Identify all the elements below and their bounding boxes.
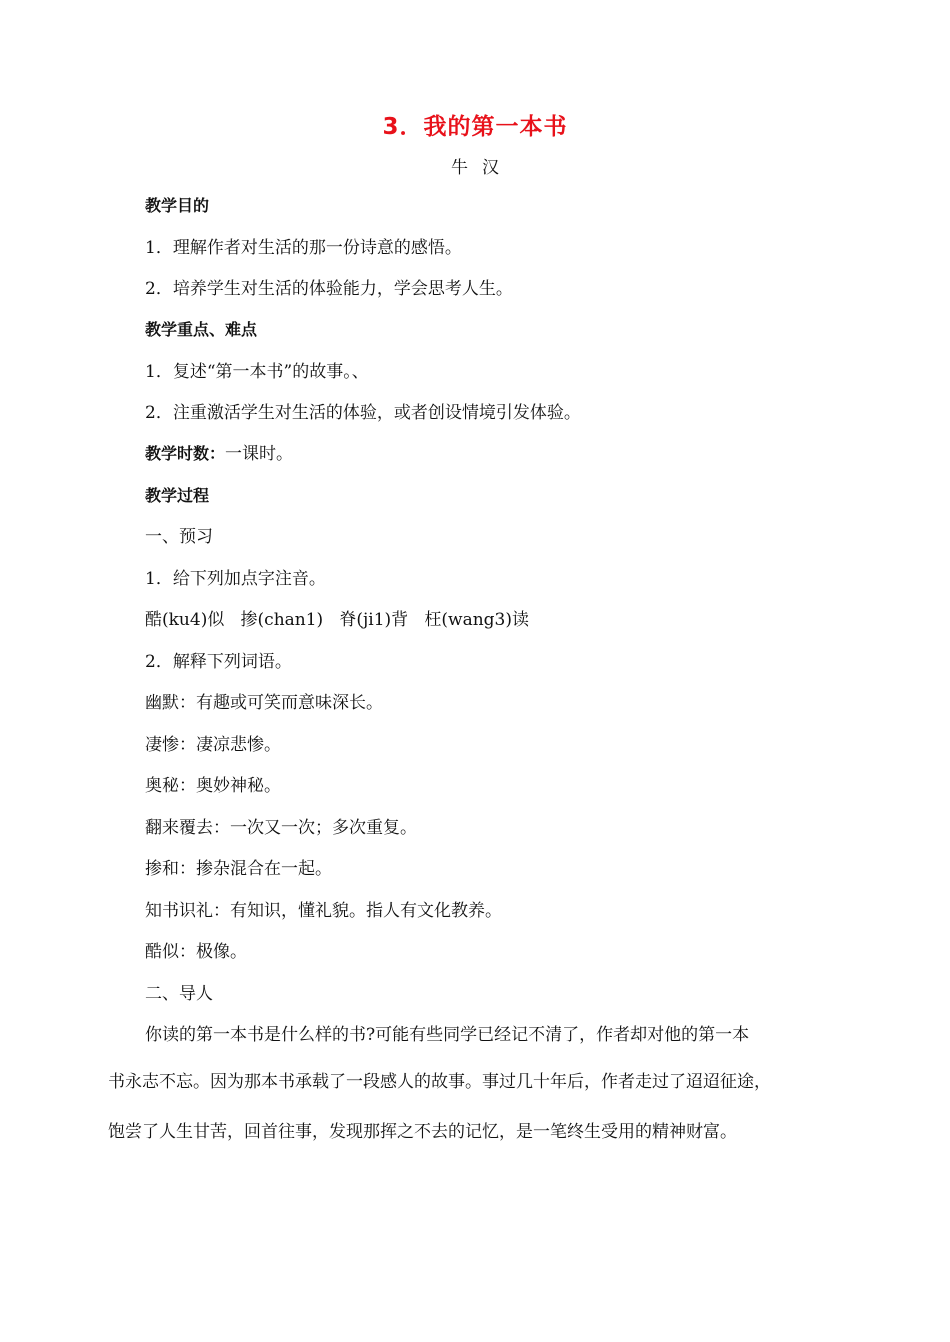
pinyin-line: 酷(ku4)似 掺(chan1) 脊(ji1)背 枉(wang3)读 bbox=[145, 610, 529, 630]
intro-paragraph-line: 书永志不忘。因为那本书承载了一段感人的故事。事过几十年后，作者走过了迢迢征途， bbox=[108, 1072, 771, 1092]
step-item: 2．解释下列词语。 bbox=[145, 652, 292, 672]
step-item: 1．给下列加点字注音。 bbox=[145, 569, 326, 589]
objective-item: 2．培养学生对生活的体验能力，学会思考人生。 bbox=[145, 279, 513, 299]
document-title: 3．我的第一本书 bbox=[382, 114, 568, 140]
vocab-item: 奥秘：奥妙神秘。 bbox=[145, 776, 281, 796]
intro-paragraph-line: 饱尝了人生甘苦，回首往事，发现那挥之不去的记忆，是一笔终生受用的精神财富。 bbox=[108, 1122, 737, 1142]
hours-value: 一课时。 bbox=[225, 444, 294, 464]
process-heading: 教学过程 bbox=[145, 486, 210, 505]
vocab-item: 凄惨：凄凉悲惨。 bbox=[145, 735, 281, 755]
keypoints-heading: 教学重点、难点 bbox=[145, 320, 258, 339]
vocab-item: 酷似：极像。 bbox=[145, 942, 247, 962]
vocab-item: 幽默：有趣或可笑而意味深长。 bbox=[145, 693, 383, 713]
keypoint-item: 2．注重激活学生对生活的体验，或者创设情境引发体验。 bbox=[145, 403, 581, 423]
vocab-item: 掺和：掺杂混合在一起。 bbox=[145, 859, 332, 879]
objectives-heading: 教学目的 bbox=[145, 196, 210, 215]
hours-heading: 教学时数： bbox=[145, 444, 226, 463]
section-heading: 二、导人 bbox=[145, 984, 213, 1004]
vocab-item: 知书识礼：有知识，懂礼貌。指人有文化教养。 bbox=[145, 901, 502, 921]
author-name: 牛汉 bbox=[451, 158, 513, 178]
objective-item: 1．理解作者对生活的那一份诗意的感悟。 bbox=[145, 238, 462, 258]
intro-paragraph-line: 你读的第一本书是什么样的书?可能有些同学已经记不清了，作者却对他的第一本 bbox=[145, 1025, 750, 1045]
vocab-item: 翻来覆去：一次又一次；多次重复。 bbox=[145, 818, 417, 838]
keypoint-item: 1．复述“第一本书”的故事。、 bbox=[145, 362, 369, 382]
teaching-hours bbox=[145, 442, 293, 466]
section-heading: 一、预习 bbox=[145, 527, 213, 547]
